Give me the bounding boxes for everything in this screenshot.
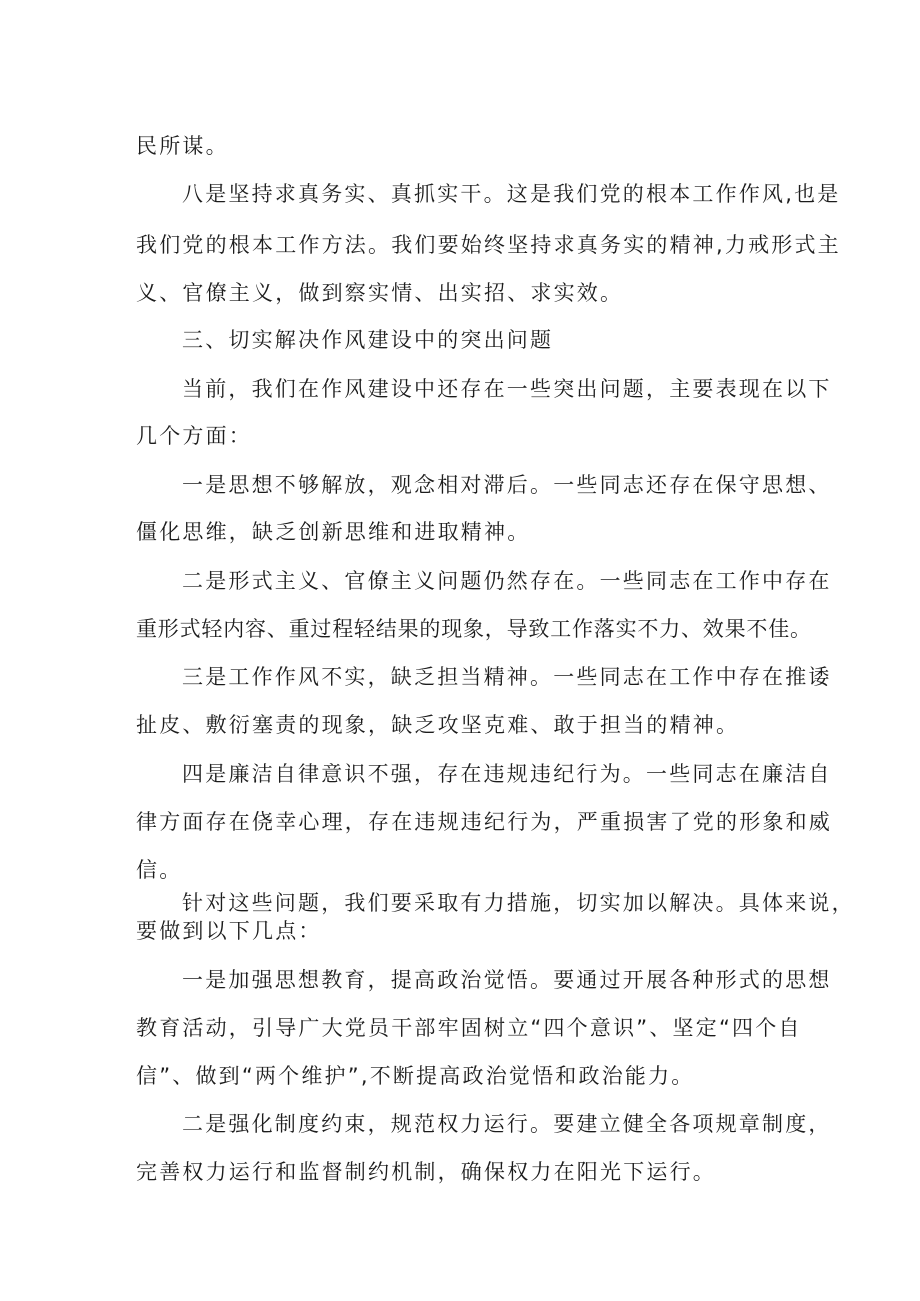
text-line: 三是工作作风不实，缺乏担当精神。一些同志在工作中存在推诿 (182, 665, 832, 689)
text-line: 义、官僚主义，做到察实情、出实招、求实效。 (136, 281, 624, 305)
text-line: 完善权力运行和监督制约机制，确保权力在阳光下运行。 (136, 1160, 716, 1184)
text-line: 二是强化制度约束，规范权力运行。要建立健全各项规章制度， (182, 1112, 832, 1136)
text-line: 一是加强思想教育，提高政治觉悟。要通过开展各种形式的思想 (182, 968, 832, 992)
text-line: 教育活动，引导广大党员干部牢固树立“四个意识”、坚定“四个自 (136, 1016, 802, 1040)
text-line: 针对这些问题，我们要采取有力措施，切实加以解决。具体来说， (182, 891, 855, 915)
text-line: 民所谋。 (136, 134, 229, 158)
text-line: 我们党的根本工作方法。我们要始终坚持求真务实的精神,力戒形式主 (136, 233, 841, 257)
text-line: 要做到以下几点： (136, 919, 322, 943)
text-line: 信”、做到“两个维护”,不断提高政治觉悟和政治能力。 (136, 1064, 695, 1088)
text-line: 僵化思维，缺乏创新思维和进取精神。 (136, 520, 531, 544)
text-line: 重形式轻内容、重过程轻结果的现象，导致工作落实不力、效果不佳。 (136, 617, 812, 641)
text-line: 信。 (136, 858, 183, 882)
text-line: 四是廉洁自律意识不强，存在违规违纪行为。一些同志在廉洁自 (182, 762, 832, 786)
text-line: 律方面存在侥幸心理，存在违规违纪行为，严重损害了党的形象和威 (136, 810, 832, 834)
text-line: 一是思想不够解放，观念相对滞后。一些同志还存在保守思想、 (182, 473, 832, 497)
text-line: 当前，我们在作风建设中还存在一些突出问题，主要表现在以下 (182, 377, 832, 401)
text-line: 几个方面： (136, 424, 252, 448)
text-line: 八是坚持求真务实、真抓实干。这是我们党的根本工作作风,也是 (182, 182, 841, 206)
text-line: 二是形式主义、官僚主义问题仍然存在。一些同志在工作中存在 (182, 569, 832, 593)
text-line: 扯皮、敷衍塞责的现象，缺乏攻坚克难、敢于担当的精神。 (136, 713, 740, 737)
section-heading: 三、切实解决作风建设中的突出问题 (182, 328, 554, 352)
